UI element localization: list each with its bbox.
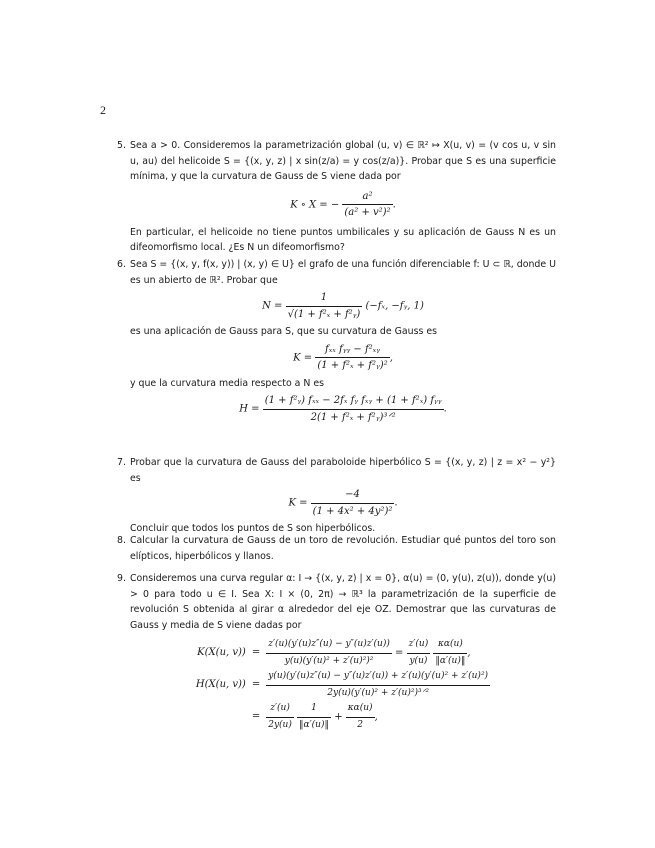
mean-row-simplified: = $\frac{z'(u)}{2y(u)}$ $\frac{1}{‖\alpha'(u)‖}$ + $\frac{\kappa\alpha(u)}{2}$ ,	[193, 701, 493, 733]
problem-9	[110, 571, 556, 733]
problem-number: 6.	[117, 259, 126, 270]
equation-gauss-curvature: K ∘ X = − $\frac{\text{a²}}{\text{(a² + v²)²}}$ .	[130, 189, 556, 221]
gauss-row: K(X(u, v)) = $\frac{z'(u)(y'(u)z''(u) - y''(u)z'(u))}{\text{y(u)(y′(u)² + z′(u)²)²}}$ = $\frac{z'(u)}{y(u)}$ $\frac{\kappa\alpha(u)}{‖\alpha'(u)‖}$ ,	[193, 637, 493, 669]
equation-mean-curvature: H = $\frac{\text{(1 + f²ᵧ) fₓₓ − 2fₓ fᵧ fₓᵧ + (1 + f²ₓ) fᵧᵧ}}{\text{2(1 + f²ₓ + f²ᵧ)³ᐟ²}}$ .	[130, 393, 556, 425]
problem-6	[110, 257, 556, 427]
problem-text: Calcular la curvatura de Gauss de un toro de revolución. Estudiar qué puntos del toro son elípticos, hiperbólicos y llanos.	[130, 535, 556, 562]
page-number: 2	[100, 103, 106, 117]
equation-gauss-curvature: K = $\frac{-4}{\text{(1 + 4x² + 4y²)²}}$ .	[130, 487, 556, 519]
problem-number: 7.	[117, 457, 126, 468]
problem-text: Sea a > 0. Consideremos la parametrización global (u, v) ∈ ℝ² ↦ X(u, v) = (v cos u, v sin u, au) del helicoide S = {(x, y, z) | x sin(z/a) = y cos(z/a)}. Probar que S es una superficie mínima, y que la curvatura de Gauss de S viene dada por	[130, 140, 556, 182]
problem-text: y que la curvatura media respecto a N es	[130, 377, 325, 389]
equation-gauss-curvature: K = $\frac{\text{fₓₓ fᵧᵧ − f²ₓᵧ}}{\text{(1 + f²ₓ + f²ᵧ)²}}$ ,	[130, 342, 556, 374]
problem-number: 9.	[117, 573, 126, 584]
equation-array	[130, 637, 556, 733]
problem-text: Consideremos una curva regular α: I → {(x, y, z) | x = 0}, α(u) = (0, y(u), z(u)), donde y(u) > 0 para todo u ∈ I. Sea X: I × (0, 2π) → ℝ³ la parametrización de la superficie de revolución S obtenida al girar α alrededor del eje OZ. Demostrar que las curvaturas de Gauss y media de S viene dadas por	[130, 573, 556, 631]
problem-text: Concluir que todos los puntos de S son hiperbólicos.	[130, 523, 376, 534]
problem-text: es una aplicación de Gauss para S, que su curvatura de Gauss es	[130, 326, 437, 337]
problem-text: En particular, el helicoide no tiene puntos umbilicales y su aplicación de Gauss N es un difeomorfismo local. ¿Es N un difeomorfismo?	[130, 226, 556, 253]
problem-text: Probar que la curvatura de Gauss del paraboloide hiperbólico S = {(x, y, z) | z = x² − y²} es	[130, 457, 556, 484]
mean-row: H(X(u, v)) = $\frac{\text{y(u)(y′(u)z″(u) − y″(u)z′(u)) + z′(u)(y′(u)² + z′(u)²)}}{\text{2y(u)(y′(u)² + z′(u)²)³ᐟ²}}$	[193, 669, 493, 701]
problem-7	[110, 455, 556, 537]
problem-8	[110, 533, 556, 564]
problem-number: 8.	[117, 535, 126, 546]
fraction: $\frac{\text{a²}}{\text{(a² + v²)²}}$	[342, 189, 392, 221]
problem-text: Sea S = {(x, y, f(x, y)) | (x, y) ∈ U} el grafo de una función diferenciable f: U ⊂ ℝ, donde U es un abierto de ℝ². Probar que	[130, 259, 556, 286]
problem-number: 5.	[117, 140, 126, 151]
equation-normal: N = $\frac{1}{\text{√(1 + f²ₓ + f²ᵧ)}}$ (−fₓ, −fᵧ, 1)	[130, 290, 556, 322]
curvature-formulas	[193, 637, 493, 733]
problem-5	[110, 138, 556, 256]
